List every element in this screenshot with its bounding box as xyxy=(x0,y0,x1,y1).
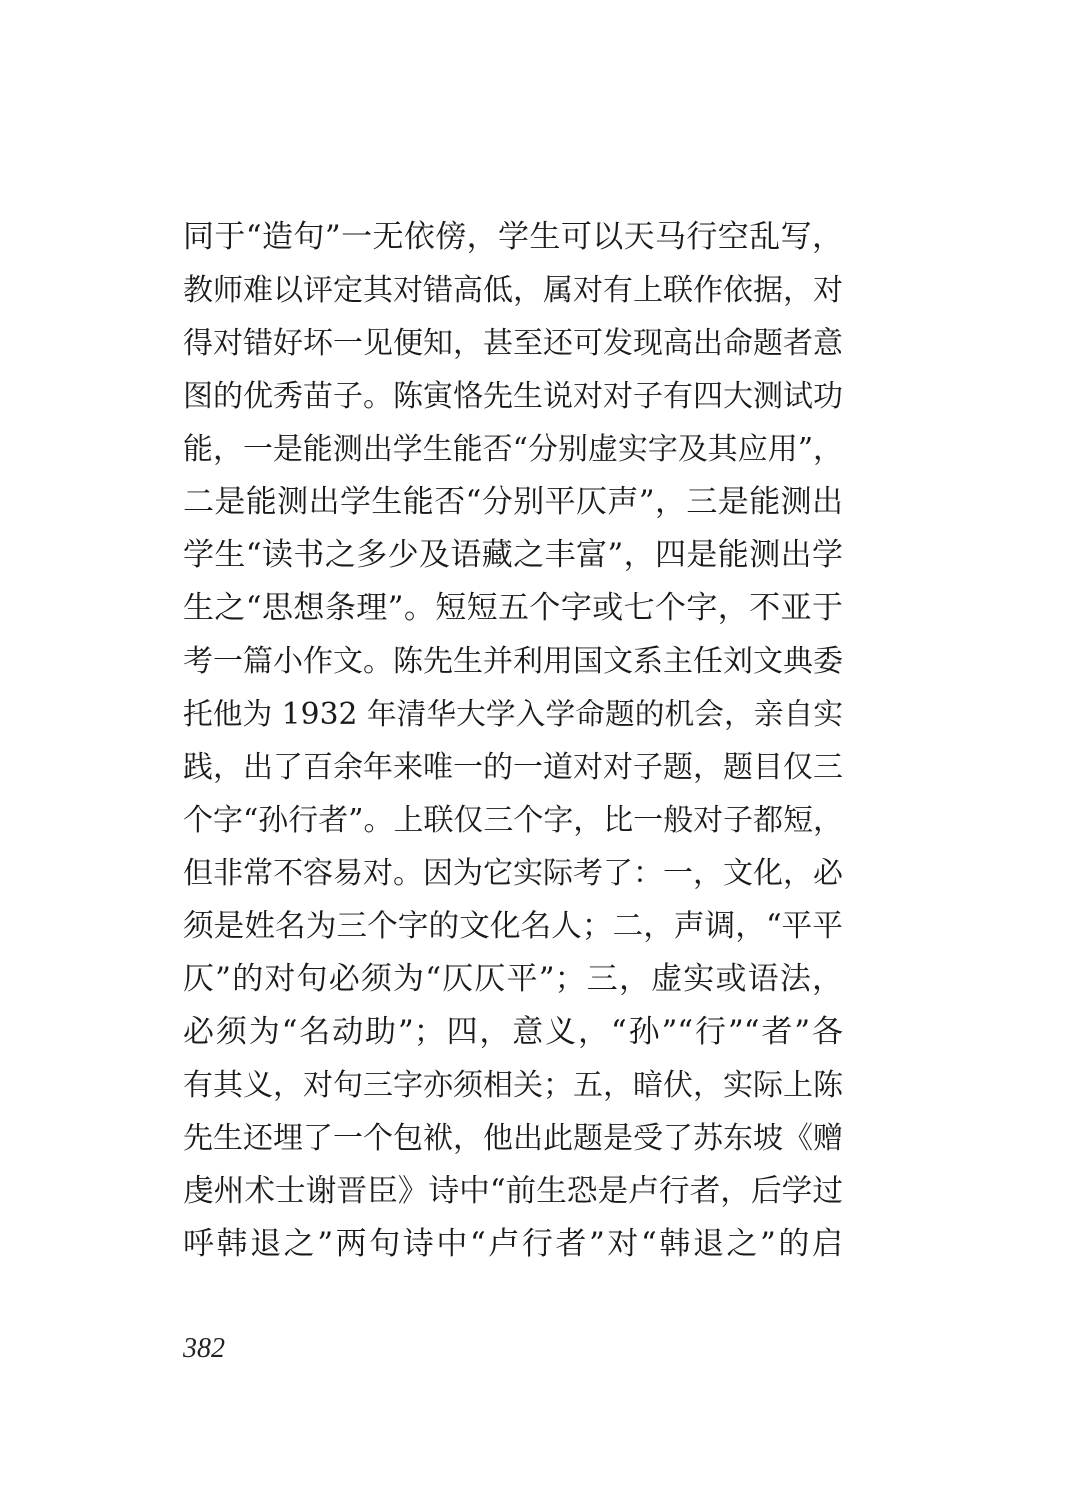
text-line: 能，一是能测出学生能否“分别虚实字及其应用”， xyxy=(183,432,843,467)
body-text xyxy=(183,211,843,1271)
text-line: 有其义，对句三字亦须相关；五，暗伏，实际上陈 xyxy=(183,1068,843,1103)
text-line: 同于“造句”一无依傍，学生可以天马行空乱写， xyxy=(183,219,843,255)
text-line: 考一篇小作文。陈先生并利用国文系主任刘文典委 xyxy=(183,644,843,679)
text-line: 呼韩退之”两句诗中“卢行者”对“韩退之”的启 xyxy=(183,1226,843,1262)
text-line: 仄”的对句必须为“仄仄平”；三，虚实或语法， xyxy=(183,961,843,997)
text-line: 须是姓名为三个字的文化名人；二，声调，“平平 xyxy=(183,909,843,944)
page-number: 382 xyxy=(183,1333,225,1364)
text-line: 虔州术士谢晋臣》诗中“前生恐是卢行者，后学过 xyxy=(183,1174,843,1209)
text-line: 二是能测出学生能否“分别平仄声”，三是能测出 xyxy=(183,484,843,520)
text-line: 但非常不容易对。因为它实际考了：一，文化，必 xyxy=(183,856,843,891)
text-line: 个字“孙行者”。上联仅三个字，比一般对子都短， xyxy=(183,803,843,838)
text-line: 生之“思想条理”。短短五个字或七个字，不亚于 xyxy=(183,590,843,626)
text-line: 必须为“名动助”；四，意义，“孙”“行”“者”各 xyxy=(183,1014,843,1050)
text-line: 践，出了百余年来唯一的一道对对子题，题目仅三 xyxy=(183,750,843,785)
text-line: 图的优秀苗子。陈寅恪先生说对对子有四大测试功 xyxy=(183,379,843,414)
text-line: 托他为 1932 年清华大学入学命题的机会，亲自实 xyxy=(183,697,843,732)
text-line: 学生“读书之多少及语藏之丰富”，四是能测出学 xyxy=(183,537,843,573)
text-line: 先生还埋了一个包袱，他出此题是受了苏东坡《赠 xyxy=(183,1121,843,1156)
text-line: 得对错好坏一见便知，甚至还可发现高出命题者意 xyxy=(183,326,843,361)
text-line: 教师难以评定其对错高低，属对有上联作依据，对 xyxy=(183,273,843,308)
